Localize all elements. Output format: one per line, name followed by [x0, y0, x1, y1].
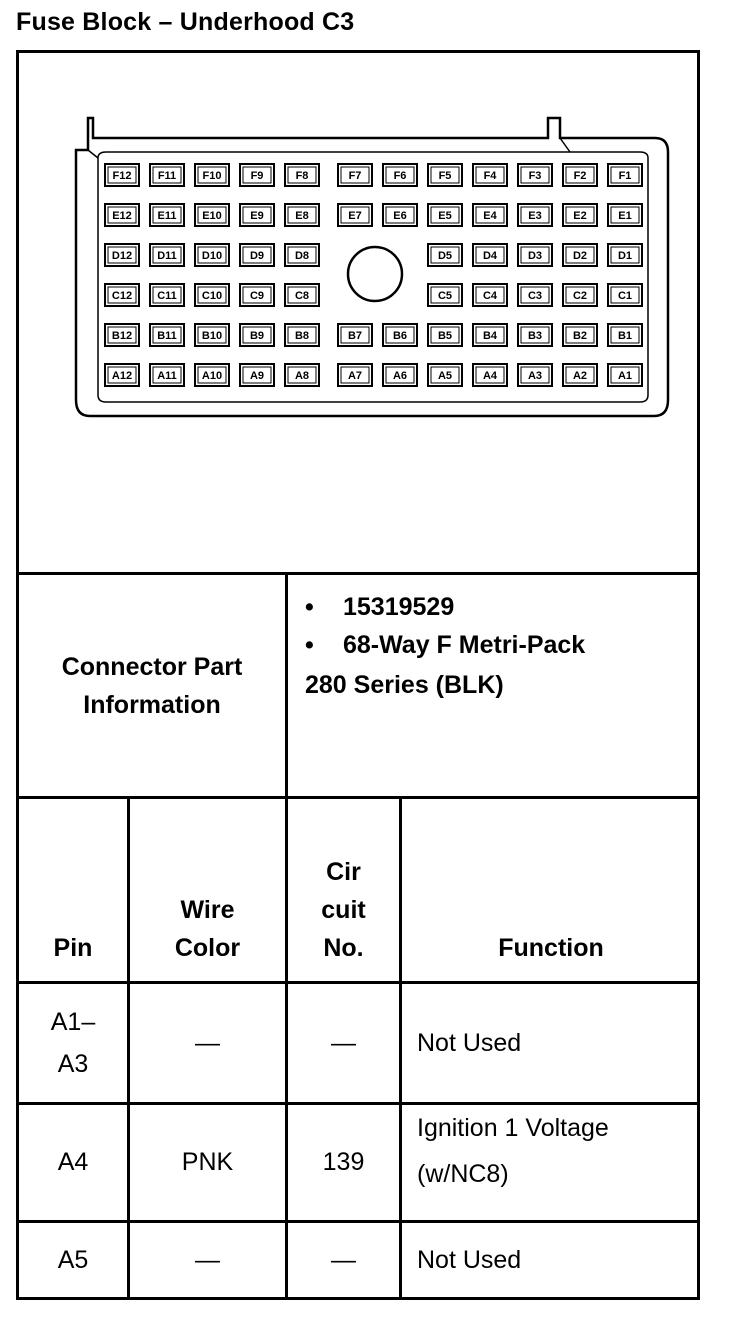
cavity-d10 — [195, 244, 229, 266]
cavity-f3 — [518, 164, 552, 186]
page-title: Fuse Block – Underhood C3 — [16, 8, 355, 36]
cavity-f4 — [473, 164, 507, 186]
bullet-icon: • — [305, 631, 314, 659]
cavity-label: A5 — [437, 370, 453, 382]
cavity-b1 — [608, 324, 642, 346]
cavity-label: F5 — [438, 170, 452, 182]
cavity-label: F1 — [618, 170, 632, 182]
cavity-f11 — [150, 164, 184, 186]
cavity-c12 — [105, 284, 139, 306]
cavity-a9 — [240, 364, 274, 386]
cavity-label: C5 — [437, 290, 453, 302]
cavity-f12 — [105, 164, 139, 186]
cavity-label: D9 — [249, 250, 265, 262]
cavity-f6 — [383, 164, 417, 186]
cavity-e8 — [285, 204, 319, 226]
cavity-label: F2 — [573, 170, 587, 182]
row-1-pin-line2: A3 — [57, 1050, 89, 1078]
cavity-label: A9 — [249, 370, 265, 382]
cavity-b10 — [195, 324, 229, 346]
table-row-2-pin: A4 — [57, 1148, 89, 1176]
cavity-label: F9 — [250, 170, 264, 182]
cavity-label: E12 — [112, 210, 132, 222]
cavity-label: A11 — [157, 370, 177, 382]
cavity-e4 — [473, 204, 507, 226]
divider-table-bottom — [16, 1297, 700, 1300]
cavity-label: B1 — [617, 330, 633, 342]
cavity-a3 — [518, 364, 552, 386]
cavity-e6 — [383, 204, 417, 226]
cavity-e11 — [150, 204, 184, 226]
cavity-label: B7 — [347, 330, 363, 342]
cavity-d8 — [285, 244, 319, 266]
cavity-b6 — [383, 324, 417, 346]
cavity-label: E8 — [295, 210, 309, 222]
cavity-label: A12 — [111, 370, 133, 382]
cavity-label: E10 — [202, 210, 222, 222]
cavity-label: F11 — [157, 170, 177, 182]
cavity-label: B9 — [249, 330, 265, 342]
cavity-c11 — [150, 284, 184, 306]
cavity-a2 — [563, 364, 597, 386]
header-function — [402, 928, 700, 968]
cavity-label: E7 — [348, 210, 362, 222]
cavity-d11 — [150, 244, 184, 266]
cavity-b7 — [338, 324, 372, 346]
cavity-c1 — [608, 284, 642, 306]
cavity-label: B11 — [157, 330, 177, 342]
cavity-c3 — [518, 284, 552, 306]
cavity-label: C1 — [617, 290, 633, 302]
cavity-e12 — [105, 204, 139, 226]
cavity-d4 — [473, 244, 507, 266]
table-row-1-circuit: — — [331, 1028, 356, 1057]
cavity-f1 — [608, 164, 642, 186]
cavity-label: C11 — [157, 290, 177, 302]
cavity-a7 — [338, 364, 372, 386]
cavity-label: B2 — [572, 330, 588, 342]
cavity-b4 — [473, 324, 507, 346]
cavity-d12 — [105, 244, 139, 266]
cavity-a4 — [473, 364, 507, 386]
cavity-label: B5 — [437, 330, 453, 342]
cavity-label: C10 — [201, 290, 223, 302]
cavity-label: B4 — [482, 330, 498, 342]
header-pin — [19, 928, 127, 968]
cavity-c9 — [240, 284, 274, 306]
cavity-label: A6 — [392, 370, 408, 382]
cavity-a6 — [383, 364, 417, 386]
header-circuit-line3: No. — [323, 934, 364, 962]
header-circuit-line2: cuit — [321, 896, 366, 924]
cavity-label: C9 — [249, 290, 265, 302]
cavity-label: B8 — [294, 330, 310, 342]
cavity-label: B6 — [392, 330, 408, 342]
cavity-a10 — [195, 364, 229, 386]
cavity-label: C4 — [482, 290, 498, 302]
cavity-label: E5 — [438, 210, 452, 222]
cavity-d3 — [518, 244, 552, 266]
cavity-a1 — [608, 364, 642, 386]
cavity-f5 — [428, 164, 462, 186]
cavity-c5 — [428, 284, 462, 306]
cavity-label: D5 — [437, 250, 453, 262]
cavity-b3 — [518, 324, 552, 346]
cavity-label: D8 — [294, 250, 310, 262]
cavity-a12 — [105, 364, 139, 386]
table-row-3-pin: A5 — [57, 1245, 89, 1274]
cavity-label: D12 — [111, 250, 133, 262]
table-row-2-circuit: 139 — [322, 1148, 365, 1176]
row-2-function-line1: Ignition 1 Voltage — [417, 1114, 609, 1142]
cavity-label: C2 — [572, 290, 588, 302]
divider-part-info-col — [285, 572, 288, 797]
cavity-b12 — [105, 324, 139, 346]
cavity-d1 — [608, 244, 642, 266]
cavity-e3 — [518, 204, 552, 226]
connector-latch-right — [560, 138, 570, 152]
header-wire-color — [130, 890, 285, 968]
cavity-b11 — [150, 324, 184, 346]
cavity-label: C12 — [111, 290, 133, 302]
cavity-label: F6 — [393, 170, 407, 182]
cavity-label: B12 — [111, 330, 133, 342]
cavity-label: E1 — [618, 210, 632, 222]
cavity-label: E4 — [483, 210, 497, 222]
cavity-d5 — [428, 244, 462, 266]
cavity-label: A10 — [201, 370, 223, 382]
cavity-label: A7 — [347, 370, 363, 382]
row-1-pin-line1: A1– — [50, 1008, 96, 1036]
cavity-f10 — [195, 164, 229, 186]
cavity-label: E11 — [157, 210, 177, 222]
cavity-a11 — [150, 364, 184, 386]
cavity-label: E3 — [528, 210, 542, 222]
cavity-e9 — [240, 204, 274, 226]
cavity-label: A2 — [572, 370, 588, 382]
cavity-b5 — [428, 324, 462, 346]
cavity-label: C3 — [527, 290, 543, 302]
cavity-e1 — [608, 204, 642, 226]
cavity-e5 — [428, 204, 462, 226]
cavity-e7 — [338, 204, 372, 226]
cavity-label: E2 — [573, 210, 587, 222]
table-row-2-function — [417, 1105, 697, 1220]
cavity-a8 — [285, 364, 319, 386]
header-circuit-line1: Cir — [326, 858, 361, 886]
cavity-label: E6 — [393, 210, 407, 222]
divider-col-circuit — [399, 796, 402, 1300]
cavity-d9 — [240, 244, 274, 266]
cavity-label: B3 — [527, 330, 543, 342]
cavity-label: F4 — [483, 170, 497, 182]
cavity-label: E9 — [250, 210, 264, 222]
cavity-d2 — [563, 244, 597, 266]
cavity-label: D10 — [201, 250, 223, 262]
table-row-1-pin — [19, 984, 127, 1102]
cavity-b9 — [240, 324, 274, 346]
part-description-line1: 68-Way F Metri-Pack — [343, 631, 586, 659]
header-circuit-no — [288, 852, 399, 968]
table-row-3-function: Not Used — [417, 1245, 522, 1274]
cavity-label: F3 — [528, 170, 542, 182]
header-wire-color-line2: Color — [174, 934, 241, 962]
cavity-label: B10 — [201, 330, 223, 342]
cavity-label: F7 — [348, 170, 362, 182]
part-number: 15319529 — [343, 593, 455, 621]
cavity-label: D2 — [572, 250, 588, 262]
cavity-label: A4 — [482, 370, 498, 382]
cavity-b8 — [285, 324, 319, 346]
cavity-label: F12 — [112, 170, 132, 182]
cavity-label: D3 — [527, 250, 543, 262]
cavity-label: D4 — [482, 250, 498, 262]
cavity-f7 — [338, 164, 372, 186]
cavity-label: D11 — [157, 250, 177, 262]
cavity-f2 — [563, 164, 597, 186]
cavity-label: F10 — [202, 170, 222, 182]
cavity-c8 — [285, 284, 319, 306]
header-wire-color-line1: Wire — [180, 896, 235, 924]
cavity-label: C8 — [294, 290, 310, 302]
connector-latch-left — [88, 150, 98, 158]
cavity-label: A3 — [527, 370, 543, 382]
cavity-label: F8 — [295, 170, 309, 182]
table-row-3-circuit: — — [331, 1245, 356, 1274]
cavity-c4 — [473, 284, 507, 306]
cavity-f9 — [240, 164, 274, 186]
connector-diagram — [0, 0, 736, 560]
connector-part-info-label — [19, 575, 285, 796]
cavity-a5 — [428, 364, 462, 386]
cavity-label: D1 — [617, 250, 633, 262]
connector-part-info-label-line2: Information — [83, 690, 221, 719]
cavity-f8 — [285, 164, 319, 186]
table-row-1-function: Not Used — [417, 1028, 522, 1057]
row-2-function-line2: (w/NC8) — [417, 1160, 509, 1188]
connector-part-info-label-line1: Connector Part — [61, 652, 243, 681]
cavity-c2 — [563, 284, 597, 306]
cavity-c10 — [195, 284, 229, 306]
cavity-e10 — [195, 204, 229, 226]
table-row-2-wire-color: PNK — [181, 1148, 234, 1176]
header-function-label: Function — [498, 933, 604, 962]
table-row-3-wire-color: — — [195, 1245, 220, 1274]
cavity-label: A8 — [294, 370, 310, 382]
cavity-e2 — [563, 204, 597, 226]
divider-part-info-bottom — [16, 796, 700, 799]
table-row-1-wire-color: — — [195, 1028, 220, 1057]
part-description-line2: 280 Series (BLK) — [305, 671, 504, 699]
header-pin-label: Pin — [53, 933, 93, 962]
cavity-b2 — [563, 324, 597, 346]
cavity-label: A1 — [617, 370, 633, 382]
connector-keying-hole — [348, 247, 402, 301]
bullet-icon: • — [305, 593, 314, 621]
